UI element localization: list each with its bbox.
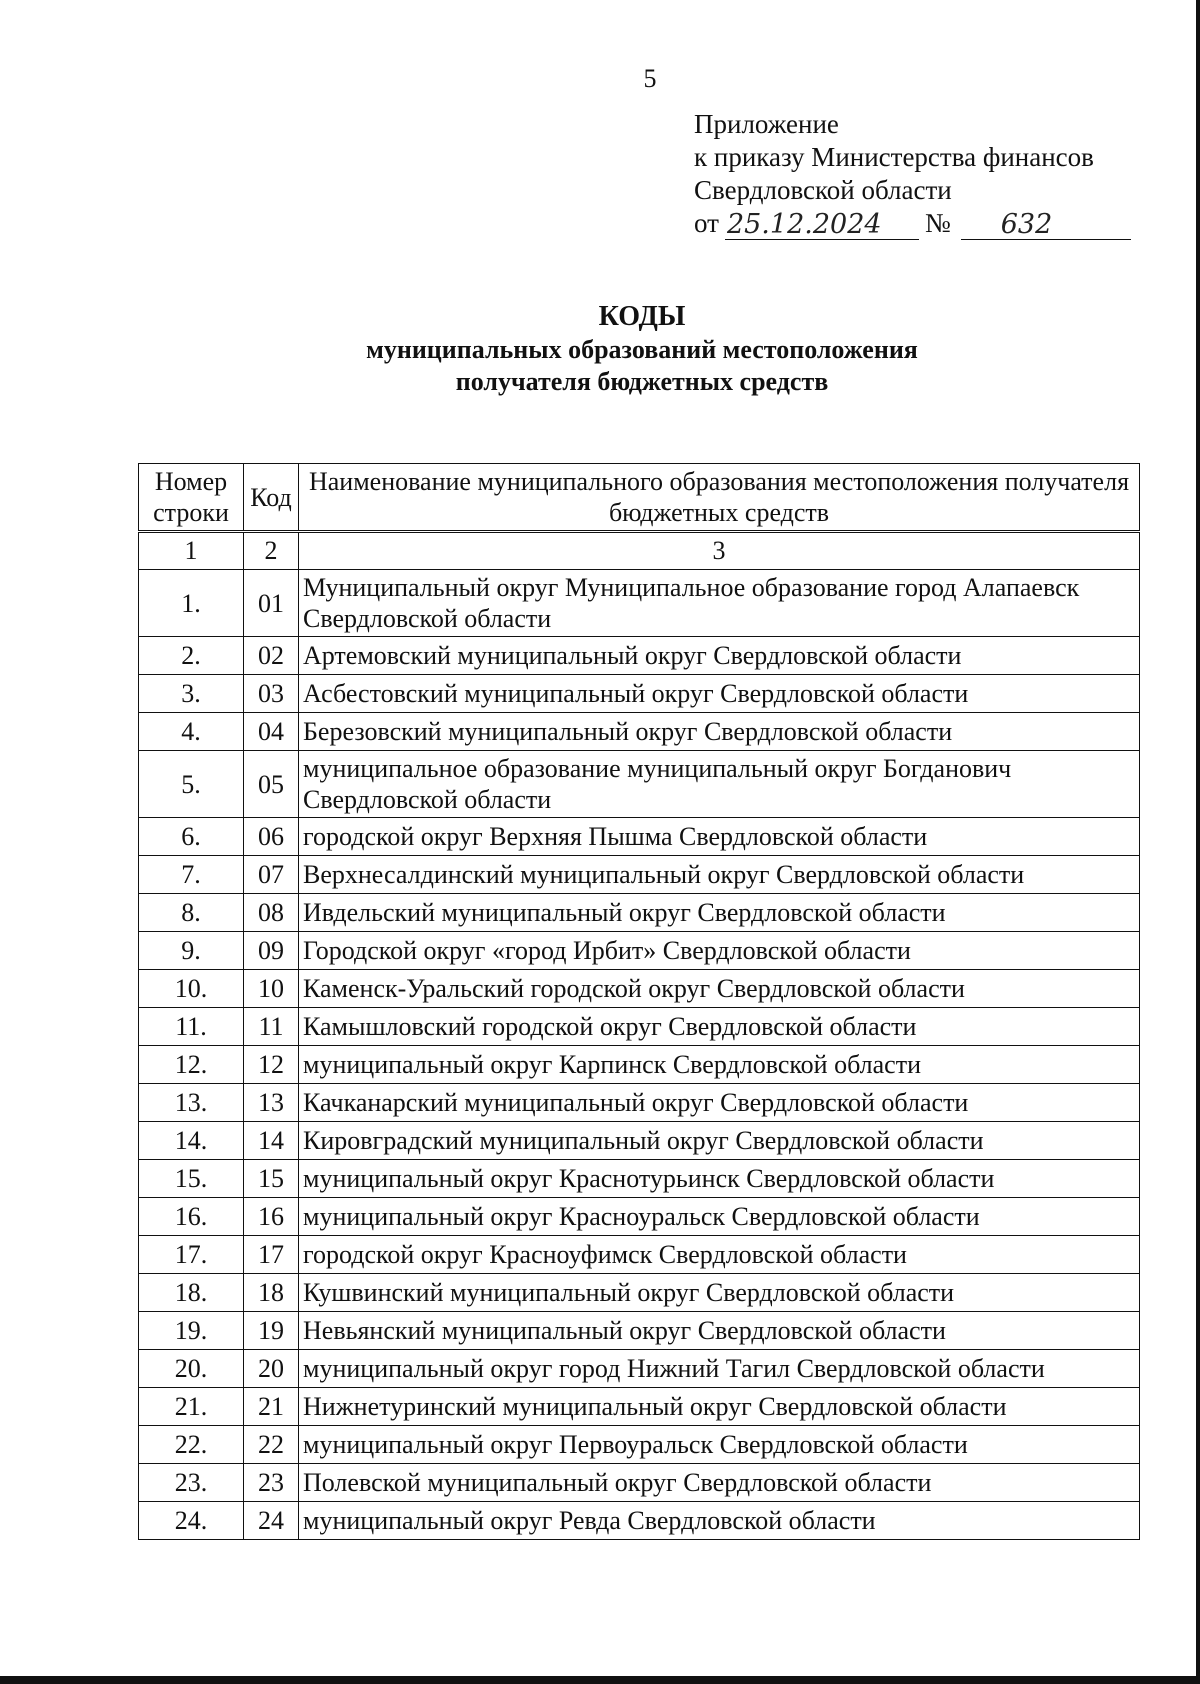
row-number-cell: 15. (139, 1160, 244, 1198)
table-row (139, 1122, 1140, 1160)
code-cell: 07 (244, 856, 299, 894)
table-row (139, 818, 1140, 856)
name-cell: Городской округ «город Ирбит» Свердловской области (299, 932, 1140, 970)
table-row (139, 856, 1140, 894)
table-row (139, 1312, 1140, 1350)
title-subtitle-line1: муниципальных образований местоположения (366, 335, 918, 364)
name-cell: Кировградский муниципальный округ Свердловской области (299, 1122, 1140, 1160)
name-cell: городской округ Красноуфимск Свердловской области (299, 1236, 1140, 1274)
table-row (139, 1388, 1140, 1426)
code-cell: 19 (244, 1312, 299, 1350)
name-cell: Кушвинский муниципальный округ Свердловской области (299, 1274, 1140, 1312)
table-row (139, 1046, 1140, 1084)
table-row (139, 1236, 1140, 1274)
table-row (139, 1502, 1140, 1540)
column-number: 3 (299, 532, 1140, 570)
appendix-title: Приложение (694, 109, 839, 139)
code-cell: 17 (244, 1236, 299, 1274)
code-cell: 03 (244, 675, 299, 713)
code-cell: 16 (244, 1198, 299, 1236)
table-header-row (139, 464, 1140, 532)
code-cell: 02 (244, 637, 299, 675)
scan-edge-right (1196, 0, 1200, 1684)
table-row (139, 570, 1140, 637)
name-cell: Качканарский муниципальный округ Свердловской области (299, 1084, 1140, 1122)
appendix-region: Свердловской области (694, 175, 952, 205)
code-cell: 01 (244, 570, 299, 637)
code-cell: 14 (244, 1122, 299, 1160)
row-number-cell: 5. (139, 751, 244, 818)
header-name: Наименование муниципального образования местоположения получателя бюджетных средств (299, 464, 1140, 532)
row-number-cell: 24. (139, 1502, 244, 1540)
header-row-number: Номер строки (139, 464, 244, 532)
name-cell: муниципальный округ Ревда Свердловской области (299, 1502, 1140, 1540)
title-subtitle-line2: получателя бюджетных средств (455, 367, 829, 396)
code-cell: 11 (244, 1008, 299, 1046)
row-number-cell: 17. (139, 1236, 244, 1274)
table-row (139, 713, 1140, 751)
name-cell: Верхнесалдинский муниципальный округ Свердловской области (299, 856, 1140, 894)
row-number-cell: 13. (139, 1084, 244, 1122)
table-row (139, 1198, 1140, 1236)
table-row (139, 675, 1140, 713)
row-number-cell: 3. (139, 675, 244, 713)
table-row (139, 1084, 1140, 1122)
row-number-cell: 1. (139, 570, 244, 637)
appendix-block (694, 108, 1131, 240)
code-cell: 13 (244, 1084, 299, 1122)
name-cell: Полевской муниципальный округ Свердловской области (299, 1464, 1140, 1502)
name-cell: городской округ Верхняя Пышма Свердловской области (299, 818, 1140, 856)
row-number-cell: 22. (139, 1426, 244, 1464)
name-cell: муниципальный округ город Нижний Тагил Свердловской области (299, 1350, 1140, 1388)
column-number: 2 (244, 532, 299, 570)
row-number-cell: 23. (139, 1464, 244, 1502)
row-number-cell: 9. (139, 932, 244, 970)
code-cell: 18 (244, 1274, 299, 1312)
table-row (139, 932, 1140, 970)
name-cell: Нижнетуринский муниципальный округ Свердловской области (299, 1388, 1140, 1426)
code-cell: 23 (244, 1464, 299, 1502)
row-number-cell: 21. (139, 1388, 244, 1426)
codes-table (138, 463, 1140, 1540)
document-title (0, 300, 1200, 398)
name-cell: муниципальный округ Красноуральск Свердловской области (299, 1198, 1140, 1236)
code-cell: 24 (244, 1502, 299, 1540)
name-cell: муниципальный округ Первоуральск Свердловской области (299, 1426, 1140, 1464)
code-cell: 08 (244, 894, 299, 932)
name-cell: Муниципальный округ Муниципальное образование город Алапаевск Свердловской области (299, 570, 1140, 637)
table-row (139, 1464, 1140, 1502)
code-cell: 15 (244, 1160, 299, 1198)
name-cell: муниципальное образование муниципальный округ Богданович Свердловской области (299, 751, 1140, 818)
appendix-order-ref: к приказу Министерства финансов (694, 142, 1094, 172)
column-number: 1 (139, 532, 244, 570)
code-cell: 06 (244, 818, 299, 856)
name-cell: муниципальный округ Краснотурьинск Свердловской области (299, 1160, 1140, 1198)
code-cell: 21 (244, 1388, 299, 1426)
name-cell: Ивдельский муниципальный округ Свердловской области (299, 894, 1140, 932)
title-main: КОДЫ (598, 301, 686, 332)
name-cell: Березовский муниципальный округ Свердловской области (299, 713, 1140, 751)
row-number-cell: 2. (139, 637, 244, 675)
name-cell: Асбестовский муниципальный округ Свердловской области (299, 675, 1140, 713)
code-cell: 05 (244, 751, 299, 818)
row-number-cell: 10. (139, 970, 244, 1008)
row-number-cell: 14. (139, 1122, 244, 1160)
code-cell: 22 (244, 1426, 299, 1464)
code-cell: 09 (244, 932, 299, 970)
name-cell: Каменск-Уральский городской округ Свердловской области (299, 970, 1140, 1008)
row-number-cell: 8. (139, 894, 244, 932)
number-label: № (924, 208, 951, 238)
header-code: Код (244, 464, 299, 532)
table-row (139, 1426, 1140, 1464)
name-cell: Невьянский муниципальный округ Свердловской области (299, 1312, 1140, 1350)
row-number-cell: 20. (139, 1350, 244, 1388)
handwritten-date: 25.12.2024 (725, 211, 919, 240)
code-cell: 10 (244, 970, 299, 1008)
table-row (139, 751, 1140, 818)
row-number-cell: 4. (139, 713, 244, 751)
name-cell: Артемовский муниципальный округ Свердловской области (299, 637, 1140, 675)
row-number-cell: 12. (139, 1046, 244, 1084)
name-cell: Камышловский городской округ Свердловской области (299, 1008, 1140, 1046)
row-number-cell: 11. (139, 1008, 244, 1046)
appendix-date-number-row (694, 207, 1131, 240)
row-number-cell: 7. (139, 856, 244, 894)
code-cell: 20 (244, 1350, 299, 1388)
name-cell: муниципальный округ Карпинск Свердловской области (299, 1046, 1140, 1084)
handwritten-number: 632 (961, 211, 1131, 240)
code-cell: 04 (244, 713, 299, 751)
scan-edge-bottom (0, 1676, 1200, 1684)
table-row (139, 1274, 1140, 1312)
table-row (139, 1008, 1140, 1046)
table-row (139, 970, 1140, 1008)
table-row (139, 637, 1140, 675)
row-number-cell: 19. (139, 1312, 244, 1350)
row-number-cell: 18. (139, 1274, 244, 1312)
from-label: от (694, 208, 719, 238)
table-row (139, 1350, 1140, 1388)
table-row (139, 894, 1140, 932)
column-numbering-row (139, 532, 1140, 570)
page-number: 5 (643, 64, 657, 93)
table-row (139, 1160, 1140, 1198)
code-cell: 12 (244, 1046, 299, 1084)
row-number-cell: 16. (139, 1198, 244, 1236)
row-number-cell: 6. (139, 818, 244, 856)
